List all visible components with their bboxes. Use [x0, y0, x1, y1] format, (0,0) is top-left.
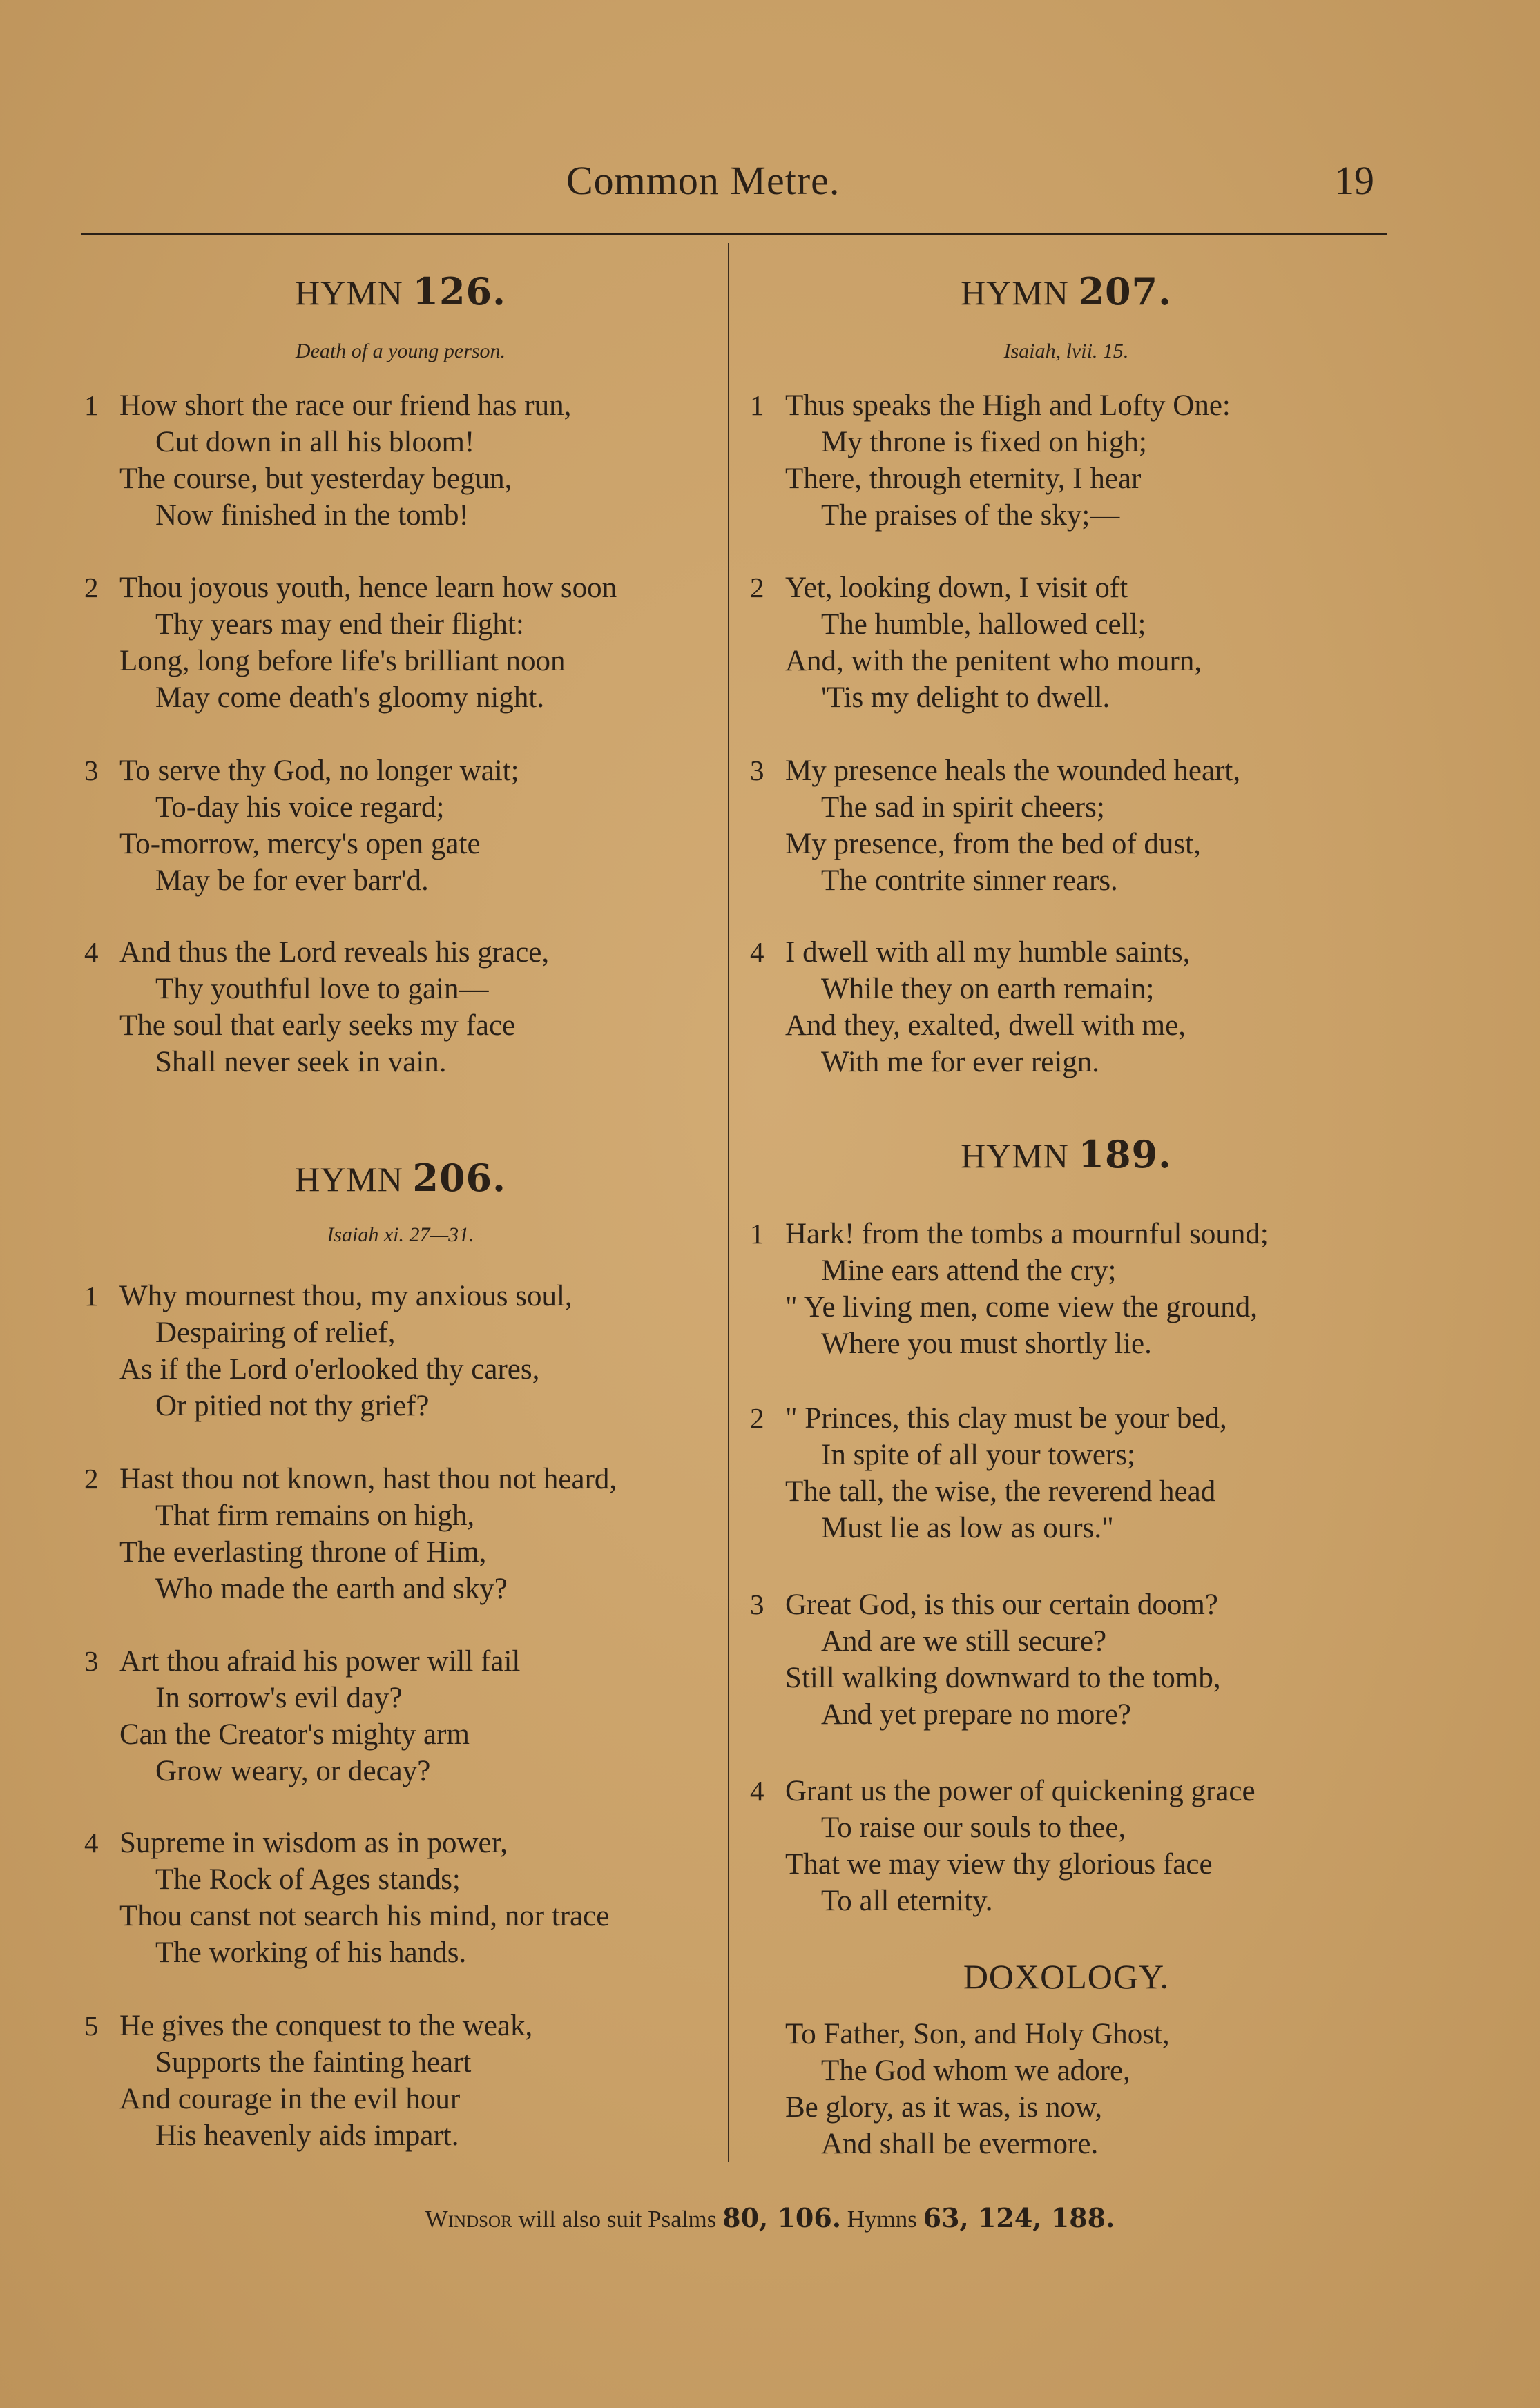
verse-line: The sad in spirit cheers;: [821, 791, 1105, 824]
page-header: [0, 157, 1540, 213]
verse-line: And yet prepare no more?: [821, 1698, 1131, 1731]
verse-line: While they on earth remain;: [821, 973, 1155, 1005]
verse-line: May be for ever barr'd.: [155, 864, 429, 897]
verse-line: The soul that early seeks my face: [119, 1009, 516, 1042]
verse-line: To-day his voice regard;: [155, 791, 445, 824]
column-divider: [728, 243, 729, 2162]
verse-line: And, with the penitent who mourn,: [785, 645, 1202, 677]
verse-number: 1: [84, 1280, 99, 1312]
running-title: Common Metre.: [566, 158, 840, 203]
hymn-number: 189.: [1078, 1132, 1172, 1176]
verse-line: Great God, is this our certain doom?: [785, 1589, 1218, 1621]
footnote-text: will also suit Psalms: [518, 2206, 717, 2233]
verse-line: Yet, looking down, I visit oft: [785, 572, 1128, 604]
verse-line: Can the Creator's mighty arm: [119, 1718, 470, 1751]
verse-line: My throne is fixed on high;: [821, 426, 1147, 458]
verse-line: Long, long before life's brilliant noon: [119, 645, 566, 677]
doxology-label: DOXOLOGY.: [963, 1957, 1170, 1996]
verse-number: 2: [84, 1463, 99, 1495]
hymn-number: 207.: [1078, 269, 1172, 313]
verse-number: 2: [750, 1402, 764, 1434]
verse-line: Grant us the power of quickening grace: [785, 1775, 1255, 1807]
verse-number: 4: [84, 1827, 99, 1858]
verse-line: The everlasting throne of Him,: [119, 1536, 487, 1569]
verse-line: Hark! from the tombs a mournful sound;: [785, 1218, 1269, 1250]
verse-line: As if the Lord o'erlooked thy cares,: [119, 1353, 540, 1386]
verse-number: 3: [84, 1645, 99, 1677]
verse-line: Thou canst not search his mind, nor trace: [119, 1900, 610, 1932]
verse-line: And thus the Lord reveals his grace,: [119, 936, 550, 969]
verse-line: Thus speaks the High and Lofty One:: [785, 389, 1231, 422]
hymn-title: [735, 269, 1398, 313]
verse-number: 3: [750, 1589, 764, 1620]
verse-line: Or pitied not thy grief?: [155, 1390, 430, 1422]
verse-number: 2: [84, 572, 99, 603]
verse-number: 5: [84, 2010, 99, 2041]
verse-line: Mine ears attend the cry;: [821, 1254, 1117, 1287]
verse-line: Supports the fainting heart: [155, 2046, 472, 2079]
verse-line: My presence, from the bed of dust,: [785, 828, 1201, 860]
verse-line: In sorrow's evil day?: [155, 1682, 403, 1714]
verse-number: 1: [750, 389, 764, 421]
verse-line: Art thou afraid his power will fail: [119, 1645, 521, 1678]
psalm-numbers: 80, 106.: [722, 2202, 842, 2233]
verse-line: The humble, hallowed cell;: [821, 608, 1146, 641]
hymn-number: 126.: [412, 269, 506, 313]
verse-line: The working of his hands.: [155, 1936, 467, 1969]
verse-number: 4: [750, 1775, 764, 1807]
verse-line: " Ye living men, come view the ground,: [785, 1291, 1258, 1323]
hymn-subtitle: Isaiah, lvii. 15.: [1003, 340, 1129, 362]
verse-number: 1: [84, 389, 99, 421]
verse-number: 4: [750, 936, 764, 968]
verse-line: Still walking downward to the tomb,: [785, 1662, 1221, 1694]
hymn-label: HYMN: [961, 1136, 1069, 1175]
hymn-subtitle: Death of a young person.: [295, 340, 506, 362]
hymn-numbers: 63, 124, 188.: [923, 2202, 1115, 2233]
verse-line: Where you must shortly lie.: [821, 1328, 1152, 1360]
verse-line: And shall be evermore.: [821, 2128, 1099, 2160]
verse-number: 1: [750, 1218, 764, 1250]
verse-line: To serve thy God, no longer wait;: [119, 755, 519, 787]
verse-line: He gives the conquest to the weak,: [119, 2010, 533, 2042]
verse-line: The course, but yesterday begun,: [119, 463, 512, 495]
hymn-number: 206.: [412, 1156, 506, 1200]
verse-number: 3: [750, 755, 764, 786]
verse-line: Thy years may end their flight:: [155, 608, 524, 641]
hymn-label: HYMN: [295, 273, 403, 312]
tune-name: Windsor: [425, 2206, 512, 2233]
verse-line: Hast thou not known, hast thou not heard,: [119, 1463, 617, 1495]
verse-line: To Father, Son, and Holy Ghost,: [785, 2018, 1170, 2050]
verse-line: Now finished in the tomb!: [155, 499, 469, 532]
verse-line: With me for ever reign.: [821, 1046, 1100, 1078]
verse-line: " Princes, this clay must be your bed,: [785, 1402, 1227, 1435]
verse-line: The God whom we adore,: [821, 2055, 1130, 2087]
verse-line: My presence heals the wounded heart,: [785, 755, 1241, 787]
verse-line: I dwell with all my humble saints,: [785, 936, 1191, 969]
verse-line: The tall, the wise, the reverend head: [785, 1475, 1216, 1508]
verse-line: How short the race our friend has run,: [119, 389, 572, 422]
verse-line: And they, exalted, dwell with me,: [785, 1009, 1186, 1042]
verse-line: Shall never seek in vain.: [155, 1046, 447, 1078]
hymn-title: [69, 269, 732, 313]
page-number: 19: [1334, 158, 1374, 203]
verse-line: The Rock of Ages stands;: [155, 1863, 461, 1896]
verse-line: Must lie as low as ours.": [821, 1512, 1114, 1544]
tune-footnote: [0, 2202, 1540, 2233]
verse-line: The praises of the sky;—: [821, 499, 1120, 532]
verse-line: To-morrow, mercy's open gate: [119, 828, 481, 860]
verse-line: That we may view thy glorious face: [785, 1848, 1213, 1881]
hymn-label: HYMN: [961, 273, 1069, 312]
verse-number: 4: [84, 936, 99, 968]
verse-line: To raise our souls to thee,: [821, 1812, 1126, 1844]
header-rule: [81, 233, 1387, 235]
verse-line: Thou joyous youth, hence learn how soon: [119, 572, 617, 604]
hymn-subtitle: Isaiah xi. 27—31.: [327, 1223, 474, 1246]
verse-line: May come death's gloomy night.: [155, 681, 545, 714]
verse-line: Supreme in wisdom as in power,: [119, 1827, 508, 1859]
hymn-title: [69, 1156, 732, 1200]
verse-line: 'Tis my delight to dwell.: [821, 681, 1110, 714]
hymn-title: [735, 1132, 1398, 1176]
verse-number: 2: [750, 572, 764, 603]
verse-line: That firm remains on high,: [155, 1499, 475, 1532]
verse-number: 3: [84, 755, 99, 786]
verse-line: Be glory, as it was, is now,: [785, 2091, 1103, 2124]
verse-line: There, through eternity, I hear: [785, 463, 1142, 495]
verse-line: The contrite sinner rears.: [821, 864, 1118, 897]
hymn-label: HYMN: [295, 1160, 403, 1198]
footnote-text: Hymns: [847, 2206, 917, 2233]
verse-line: Cut down in all his bloom!: [155, 426, 475, 458]
verse-line: Why mournest thou, my anxious soul,: [119, 1280, 572, 1312]
verse-line: Thy youthful love to gain—: [155, 973, 489, 1005]
verse-line: And courage in the evil hour: [119, 2083, 461, 2115]
doxology-title: [735, 1956, 1398, 1997]
verse-line: And are we still secure?: [821, 1625, 1107, 1658]
verse-line: To all eternity.: [821, 1885, 993, 1917]
verse-line: His heavenly aids impart.: [155, 2119, 459, 2152]
verse-line: Grow weary, or decay?: [155, 1755, 431, 1787]
verse-line: Who made the earth and sky?: [155, 1573, 508, 1605]
verse-line: Despairing of relief,: [155, 1317, 396, 1349]
verse-line: In spite of all your towers;: [821, 1439, 1135, 1471]
